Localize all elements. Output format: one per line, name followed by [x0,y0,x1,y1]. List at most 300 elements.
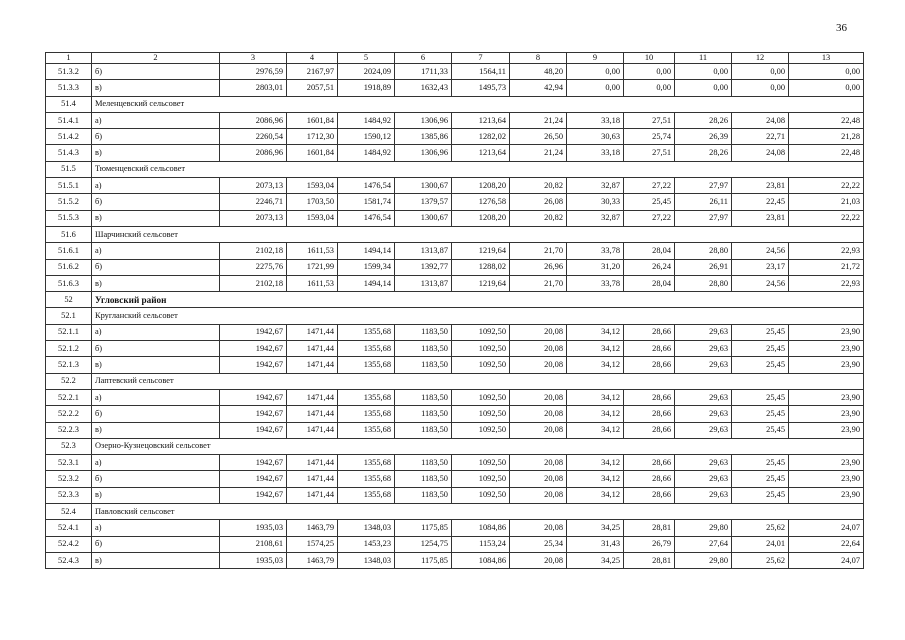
row-variant: в) [92,80,220,96]
section-title: Шарчинский сельсовет [92,226,864,242]
value-cell: 1183,50 [395,455,452,471]
value-cell: 1355,68 [338,341,395,357]
value-cell: 26,24 [624,259,675,275]
row-variant: в) [92,210,220,226]
value-cell: 29,63 [675,455,732,471]
value-cell: 24,56 [732,275,789,291]
row-code: 51.4.2 [46,129,92,145]
value-cell: 25,74 [624,129,675,145]
column-header: 5 [338,53,395,64]
value-cell: 1484,92 [338,145,395,161]
value-cell: 1632,43 [395,80,452,96]
value-cell: 23,90 [789,389,864,405]
value-cell: 25,45 [732,389,789,405]
value-cell: 1355,68 [338,324,395,340]
row-variant: а) [92,243,220,259]
table-row [46,145,864,161]
value-cell: 29,63 [675,324,732,340]
value-cell: 1092,50 [452,471,510,487]
value-cell: 2086,96 [220,145,287,161]
value-cell: 1611,53 [287,275,338,291]
table-row [46,422,864,438]
value-cell: 1593,04 [287,210,338,226]
value-cell: 25,45 [732,357,789,373]
value-cell: 25,62 [732,552,789,568]
value-cell: 21,24 [510,145,567,161]
value-cell: 23,17 [732,259,789,275]
value-cell: 1471,44 [287,471,338,487]
value-cell: 28,66 [624,357,675,373]
value-cell: 1348,03 [338,552,395,568]
value-cell: 29,63 [675,422,732,438]
value-cell: 1313,87 [395,243,452,259]
value-cell: 34,25 [567,552,624,568]
value-cell: 1476,54 [338,210,395,226]
value-cell: 1463,79 [287,520,338,536]
column-header: 8 [510,53,567,64]
row-variant: б) [92,536,220,552]
value-cell: 28,04 [624,243,675,259]
value-cell: 2073,13 [220,210,287,226]
value-cell: 1484,92 [338,112,395,128]
value-cell: 1153,24 [452,536,510,552]
value-cell: 1288,02 [452,259,510,275]
value-cell: 29,80 [675,520,732,536]
value-cell: 1355,68 [338,389,395,405]
table-row [46,341,864,357]
value-cell: 1453,23 [338,536,395,552]
value-cell: 1712,30 [287,129,338,145]
table-row [46,324,864,340]
value-cell: 22,22 [789,178,864,194]
value-cell: 2167,97 [287,64,338,80]
value-cell: 20,08 [510,487,567,503]
value-cell: 24,08 [732,112,789,128]
section-title: Тюменцевский сельсовет [92,161,864,177]
table-row [46,536,864,552]
value-cell: 1942,67 [220,487,287,503]
row-code: 51.5 [46,161,92,177]
value-cell: 25,45 [732,471,789,487]
value-cell: 1494,14 [338,243,395,259]
value-cell: 1942,67 [220,389,287,405]
value-cell: 27,97 [675,178,732,194]
value-cell: 0,00 [732,80,789,96]
value-cell: 28,66 [624,455,675,471]
value-cell: 27,51 [624,112,675,128]
value-cell: 1942,67 [220,341,287,357]
row-code: 52.1 [46,308,92,324]
value-cell: 28,81 [624,520,675,536]
value-cell: 1392,77 [395,259,452,275]
value-cell: 22,64 [789,536,864,552]
value-cell: 1175,85 [395,552,452,568]
value-cell: 1208,20 [452,178,510,194]
value-cell: 1092,50 [452,341,510,357]
value-cell: 1935,03 [220,552,287,568]
value-cell: 24,56 [732,243,789,259]
section-title: Кругланский сельсовет [92,308,864,324]
value-cell: 1711,33 [395,64,452,80]
value-cell: 1942,67 [220,406,287,422]
value-cell: 28,66 [624,324,675,340]
value-cell: 1599,34 [338,259,395,275]
value-cell: 1942,67 [220,471,287,487]
value-cell: 26,91 [675,259,732,275]
value-cell: 25,34 [510,536,567,552]
row-code: 52.4.2 [46,536,92,552]
value-cell: 1276,58 [452,194,510,210]
value-cell: 28,66 [624,389,675,405]
value-cell: 27,97 [675,210,732,226]
section-header-row [46,226,864,242]
value-cell: 1175,85 [395,520,452,536]
value-cell: 20,08 [510,422,567,438]
value-cell: 1942,67 [220,455,287,471]
value-cell: 20,08 [510,471,567,487]
value-cell: 22,93 [789,275,864,291]
value-cell: 1564,11 [452,64,510,80]
value-cell: 29,63 [675,341,732,357]
value-cell: 1611,53 [287,243,338,259]
column-header: 6 [395,53,452,64]
value-cell: 23,90 [789,471,864,487]
value-cell: 34,12 [567,357,624,373]
value-cell: 1300,67 [395,210,452,226]
value-cell: 0,00 [675,80,732,96]
value-cell: 34,12 [567,341,624,357]
value-cell: 1590,12 [338,129,395,145]
value-cell: 29,63 [675,487,732,503]
value-cell: 42,94 [510,80,567,96]
row-variant: б) [92,64,220,80]
value-cell: 1183,50 [395,324,452,340]
value-cell: 30,63 [567,129,624,145]
value-cell: 1306,96 [395,112,452,128]
value-cell: 20,82 [510,178,567,194]
value-cell: 22,22 [789,210,864,226]
value-cell: 20,08 [510,455,567,471]
table-row [46,210,864,226]
value-cell: 1183,50 [395,422,452,438]
row-code: 51.5.1 [46,178,92,194]
row-code: 52.1.3 [46,357,92,373]
value-cell: 1183,50 [395,406,452,422]
table-row [46,112,864,128]
page-number: 36 [836,22,847,34]
value-cell: 33,78 [567,243,624,259]
value-cell: 24,08 [732,145,789,161]
value-cell: 25,45 [732,455,789,471]
value-cell: 21,70 [510,275,567,291]
row-code: 52.1.2 [46,341,92,357]
value-cell: 23,90 [789,406,864,422]
row-variant: б) [92,259,220,275]
value-cell: 26,50 [510,129,567,145]
row-variant: в) [92,145,220,161]
district-title: Угловский район [92,292,864,308]
value-cell: 1463,79 [287,552,338,568]
value-cell: 2246,71 [220,194,287,210]
row-code: 51.5.3 [46,210,92,226]
value-cell: 1471,44 [287,341,338,357]
district-header-row [46,292,864,308]
value-cell: 1183,50 [395,389,452,405]
value-cell: 29,63 [675,471,732,487]
value-cell: 24,07 [789,552,864,568]
value-cell: 29,63 [675,357,732,373]
value-cell: 1471,44 [287,357,338,373]
row-variant: б) [92,194,220,210]
row-code: 52.4.1 [46,520,92,536]
value-cell: 0,00 [789,64,864,80]
table-row [46,552,864,568]
value-cell: 28,80 [675,243,732,259]
row-code: 52.4 [46,504,92,520]
value-cell: 0,00 [624,80,675,96]
row-code: 52.2.2 [46,406,92,422]
table-row [46,194,864,210]
value-cell: 1471,44 [287,389,338,405]
value-cell: 23,90 [789,422,864,438]
value-cell: 1471,44 [287,406,338,422]
section-title: Озерно-Кузнецовский сельсовет [92,438,864,454]
table-row [46,520,864,536]
value-cell: 20,08 [510,520,567,536]
value-cell: 2260,54 [220,129,287,145]
row-variant: а) [92,389,220,405]
value-cell: 21,03 [789,194,864,210]
value-cell: 1084,86 [452,520,510,536]
row-code: 51.6 [46,226,92,242]
value-cell: 1208,20 [452,210,510,226]
value-cell: 1703,50 [287,194,338,210]
value-cell: 1471,44 [287,455,338,471]
value-cell: 2803,01 [220,80,287,96]
tariff-table [45,52,864,569]
value-cell: 1183,50 [395,341,452,357]
row-variant: а) [92,112,220,128]
row-code: 51.6.2 [46,259,92,275]
table-row [46,64,864,80]
value-cell: 28,66 [624,406,675,422]
value-cell: 34,12 [567,471,624,487]
table-row [46,178,864,194]
row-code: 52.3.1 [46,455,92,471]
value-cell: 1092,50 [452,406,510,422]
value-cell: 23,81 [732,178,789,194]
value-cell: 1306,96 [395,145,452,161]
row-code: 51.5.2 [46,194,92,210]
value-cell: 29,80 [675,552,732,568]
value-cell: 1601,84 [287,112,338,128]
value-cell: 20,08 [510,552,567,568]
table-row [46,389,864,405]
value-cell: 28,81 [624,552,675,568]
value-cell: 1092,50 [452,487,510,503]
row-variant: б) [92,406,220,422]
section-header-row [46,504,864,520]
value-cell: 1084,86 [452,552,510,568]
value-cell: 2275,76 [220,259,287,275]
value-cell: 20,08 [510,389,567,405]
row-variant: б) [92,471,220,487]
value-cell: 48,20 [510,64,567,80]
value-cell: 28,26 [675,145,732,161]
value-cell: 31,43 [567,536,624,552]
section-header-row [46,438,864,454]
value-cell: 20,08 [510,324,567,340]
row-code: 51.3.3 [46,80,92,96]
value-cell: 0,00 [732,64,789,80]
value-cell: 23,90 [789,324,864,340]
value-cell: 2108,61 [220,536,287,552]
value-cell: 22,48 [789,112,864,128]
section-title: Меленцевский сельсовет [92,96,864,112]
value-cell: 24,07 [789,520,864,536]
value-cell: 1213,64 [452,145,510,161]
value-cell: 1935,03 [220,520,287,536]
section-title: Лаптевский сельсовет [92,373,864,389]
value-cell: 1355,68 [338,357,395,373]
value-cell: 1495,73 [452,80,510,96]
row-code: 51.4.3 [46,145,92,161]
value-cell: 1721,99 [287,259,338,275]
value-cell: 2102,18 [220,243,287,259]
value-cell: 2976,59 [220,64,287,80]
value-cell: 21,24 [510,112,567,128]
value-cell: 27,51 [624,145,675,161]
value-cell: 34,12 [567,324,624,340]
value-cell: 25,45 [732,341,789,357]
value-cell: 25,45 [732,406,789,422]
section-header-row [46,96,864,112]
value-cell: 26,39 [675,129,732,145]
value-cell: 21,72 [789,259,864,275]
value-cell: 1355,68 [338,406,395,422]
value-cell: 21,70 [510,243,567,259]
value-cell: 23,90 [789,487,864,503]
value-cell: 0,00 [624,64,675,80]
value-cell: 1942,67 [220,357,287,373]
row-variant: в) [92,357,220,373]
value-cell: 34,12 [567,422,624,438]
row-code: 51.6.3 [46,275,92,291]
table-row [46,357,864,373]
value-cell: 1355,68 [338,422,395,438]
value-cell: 0,00 [567,80,624,96]
row-variant: а) [92,178,220,194]
row-code: 52 [46,292,92,308]
value-cell: 34,25 [567,520,624,536]
value-cell: 1601,84 [287,145,338,161]
value-cell: 1213,64 [452,112,510,128]
column-header: 10 [624,53,675,64]
value-cell: 22,71 [732,129,789,145]
value-cell: 1092,50 [452,455,510,471]
value-cell: 34,12 [567,406,624,422]
value-cell: 1471,44 [287,422,338,438]
row-code: 51.4.1 [46,112,92,128]
value-cell: 1593,04 [287,178,338,194]
value-cell: 33,78 [567,275,624,291]
value-cell: 1348,03 [338,520,395,536]
value-cell: 1183,50 [395,471,452,487]
value-cell: 1942,67 [220,324,287,340]
value-cell: 32,87 [567,178,624,194]
section-header-row [46,308,864,324]
value-cell: 34,12 [567,389,624,405]
value-cell: 1385,86 [395,129,452,145]
value-cell: 1092,50 [452,389,510,405]
value-cell: 1355,68 [338,455,395,471]
column-number-row [46,53,864,64]
value-cell: 2102,18 [220,275,287,291]
table-row [46,406,864,422]
column-header: 4 [287,53,338,64]
table-row [46,129,864,145]
value-cell: 20,08 [510,406,567,422]
table-body [46,64,864,569]
table-row [46,275,864,291]
row-variant: в) [92,487,220,503]
value-cell: 0,00 [789,80,864,96]
value-cell: 0,00 [675,64,732,80]
value-cell: 29,63 [675,389,732,405]
column-header: 13 [789,53,864,64]
value-cell: 1581,74 [338,194,395,210]
value-cell: 1092,50 [452,324,510,340]
value-cell: 26,11 [675,194,732,210]
value-cell: 2024,09 [338,64,395,80]
row-code: 51.3.2 [46,64,92,80]
value-cell: 27,22 [624,210,675,226]
value-cell: 1219,64 [452,243,510,259]
column-header: 7 [452,53,510,64]
value-cell: 32,87 [567,210,624,226]
value-cell: 1300,67 [395,178,452,194]
value-cell: 1918,89 [338,80,395,96]
value-cell: 20,08 [510,341,567,357]
value-cell: 1313,87 [395,275,452,291]
value-cell: 23,90 [789,357,864,373]
value-cell: 34,12 [567,487,624,503]
value-cell: 1355,68 [338,471,395,487]
value-cell: 24,01 [732,536,789,552]
value-cell: 33,18 [567,112,624,128]
value-cell: 1471,44 [287,487,338,503]
value-cell: 1183,50 [395,357,452,373]
value-cell: 25,45 [732,324,789,340]
row-code: 52.3 [46,438,92,454]
value-cell: 34,12 [567,455,624,471]
value-cell: 28,66 [624,487,675,503]
value-cell: 23,90 [789,455,864,471]
value-cell: 1219,64 [452,275,510,291]
value-cell: 1494,14 [338,275,395,291]
value-cell: 23,90 [789,341,864,357]
column-header: 3 [220,53,287,64]
value-cell: 2073,13 [220,178,287,194]
row-code: 52.2.1 [46,389,92,405]
column-header: 11 [675,53,732,64]
value-cell: 22,93 [789,243,864,259]
row-code: 52.2 [46,373,92,389]
value-cell: 22,45 [732,194,789,210]
table-row [46,471,864,487]
value-cell: 1092,50 [452,422,510,438]
value-cell: 20,08 [510,357,567,373]
